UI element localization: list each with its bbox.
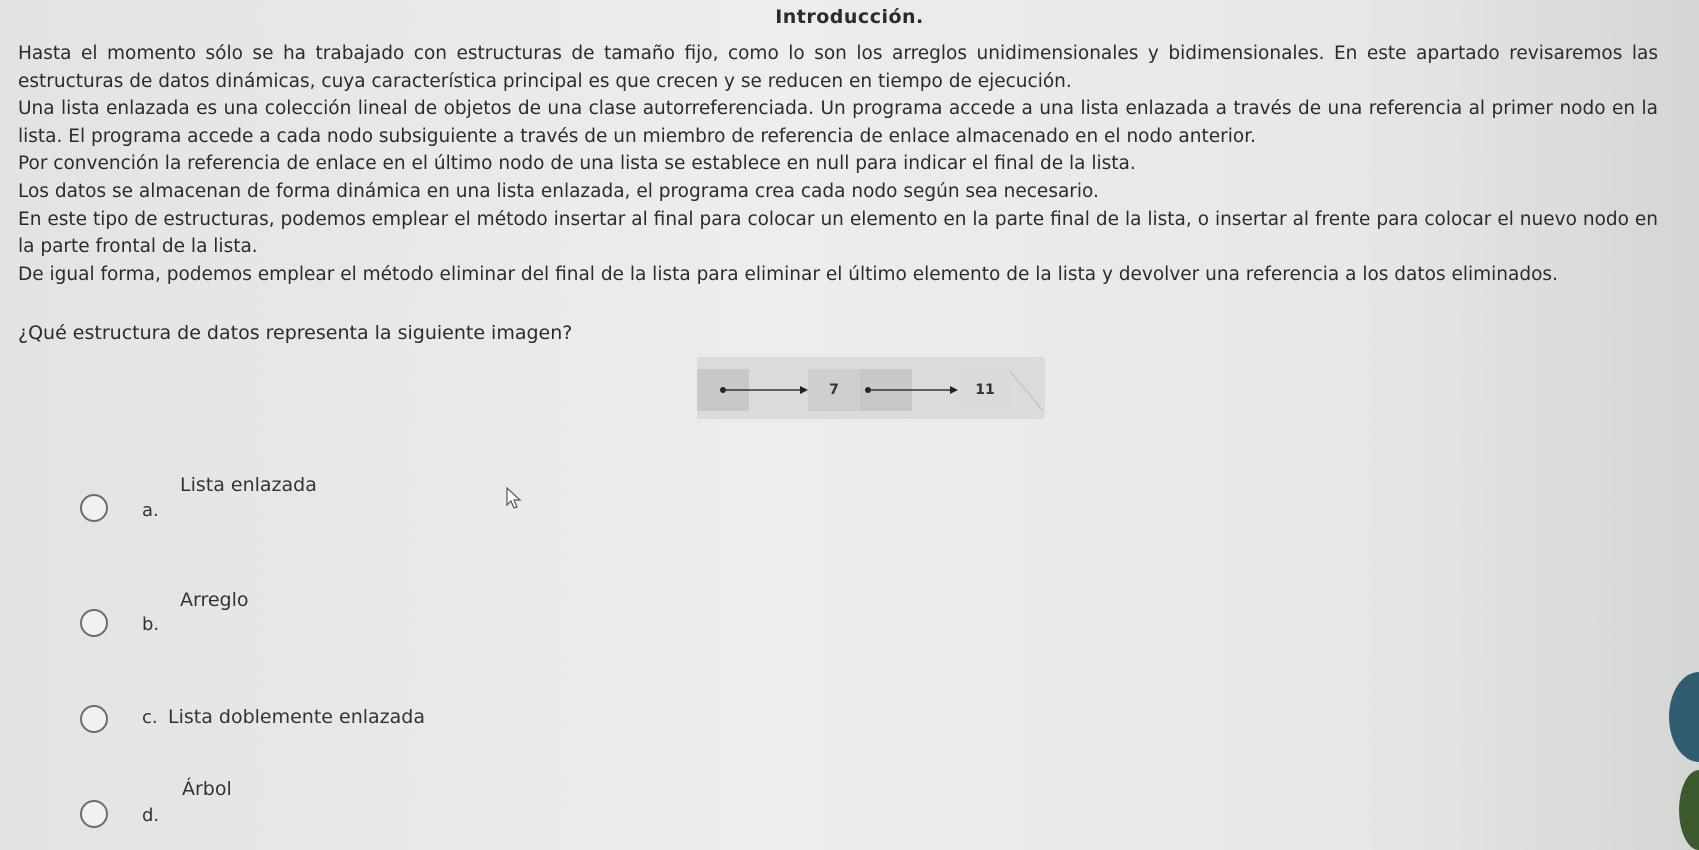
option-label[interactable]: Lista doblemente enlazada [168,706,426,728]
intro-text [18,40,1658,288]
radio-option-b[interactable] [80,609,108,637]
option-letter: c. [142,707,158,728]
paragraph: Los datos se almacenan de forma dinámica en una lista enlazada, el programa crea cada nodo según sea necesario. [18,180,1099,202]
mouse-pointer-icon [506,487,524,511]
paragraph: En este tipo de estructuras, podemos emplear el método insertar al final para colocar un elemento en la parte final de la lista, o insertar al frente para colocar el nuevo nodo en la parte frontal de la lista. [18,208,1658,258]
paragraph: Hasta el momento sólo se ha trabajado con estructuras de tamaño fijo, como lo son los arreglos unidimensionales y bidimensionales. En este apartado revisaremos las estructuras de datos dinámicas, cuya característica principal es que crecen y se reducen en tiempo de ejecución. [18,43,1658,92]
background-object [1679,770,1699,850]
option-label[interactable]: Árbol [182,778,232,800]
paragraph: Una lista enlazada es una colección lineal de objetos de una clase autorreferenciada. Un programa accede a una lista enlazada a través de una referencia al primer nodo en la lista. El programa accede a cada nodo subsiguiente a través de un miembro de referencia de enlace almacenado en el nodo anterior. [18,98,1658,147]
arrow-right-icon [697,357,1045,419]
option-letter: d. [142,805,160,826]
page-title: Introducción. [775,6,924,28]
option-letter: b. [142,614,160,635]
radio-option-c[interactable] [80,705,108,733]
radio-option-d[interactable] [80,800,108,828]
question-text: ¿Qué estructura de datos representa la siguiente imagen? [18,322,573,344]
paragraph: Por convención la referencia de enlace en el último nodo de una lista se establece en null para indicar el final de la lista. [18,153,1136,175]
background-object [1669,672,1699,762]
node-value-7: 7 [808,369,860,411]
paragraph: De igual forma, podemos emplear el método eliminar del final de la lista para eliminar el último elemento de la lista y devolver una referencia a los datos eliminados. [18,263,1558,285]
radio-option-a[interactable] [80,494,108,522]
linked-list-diagram [697,357,1045,419]
option-label[interactable]: Lista enlazada [180,474,317,496]
option-label[interactable]: Arreglo [180,589,249,611]
option-letter: a. [142,500,159,521]
node-value-11: 11 [959,369,1011,411]
